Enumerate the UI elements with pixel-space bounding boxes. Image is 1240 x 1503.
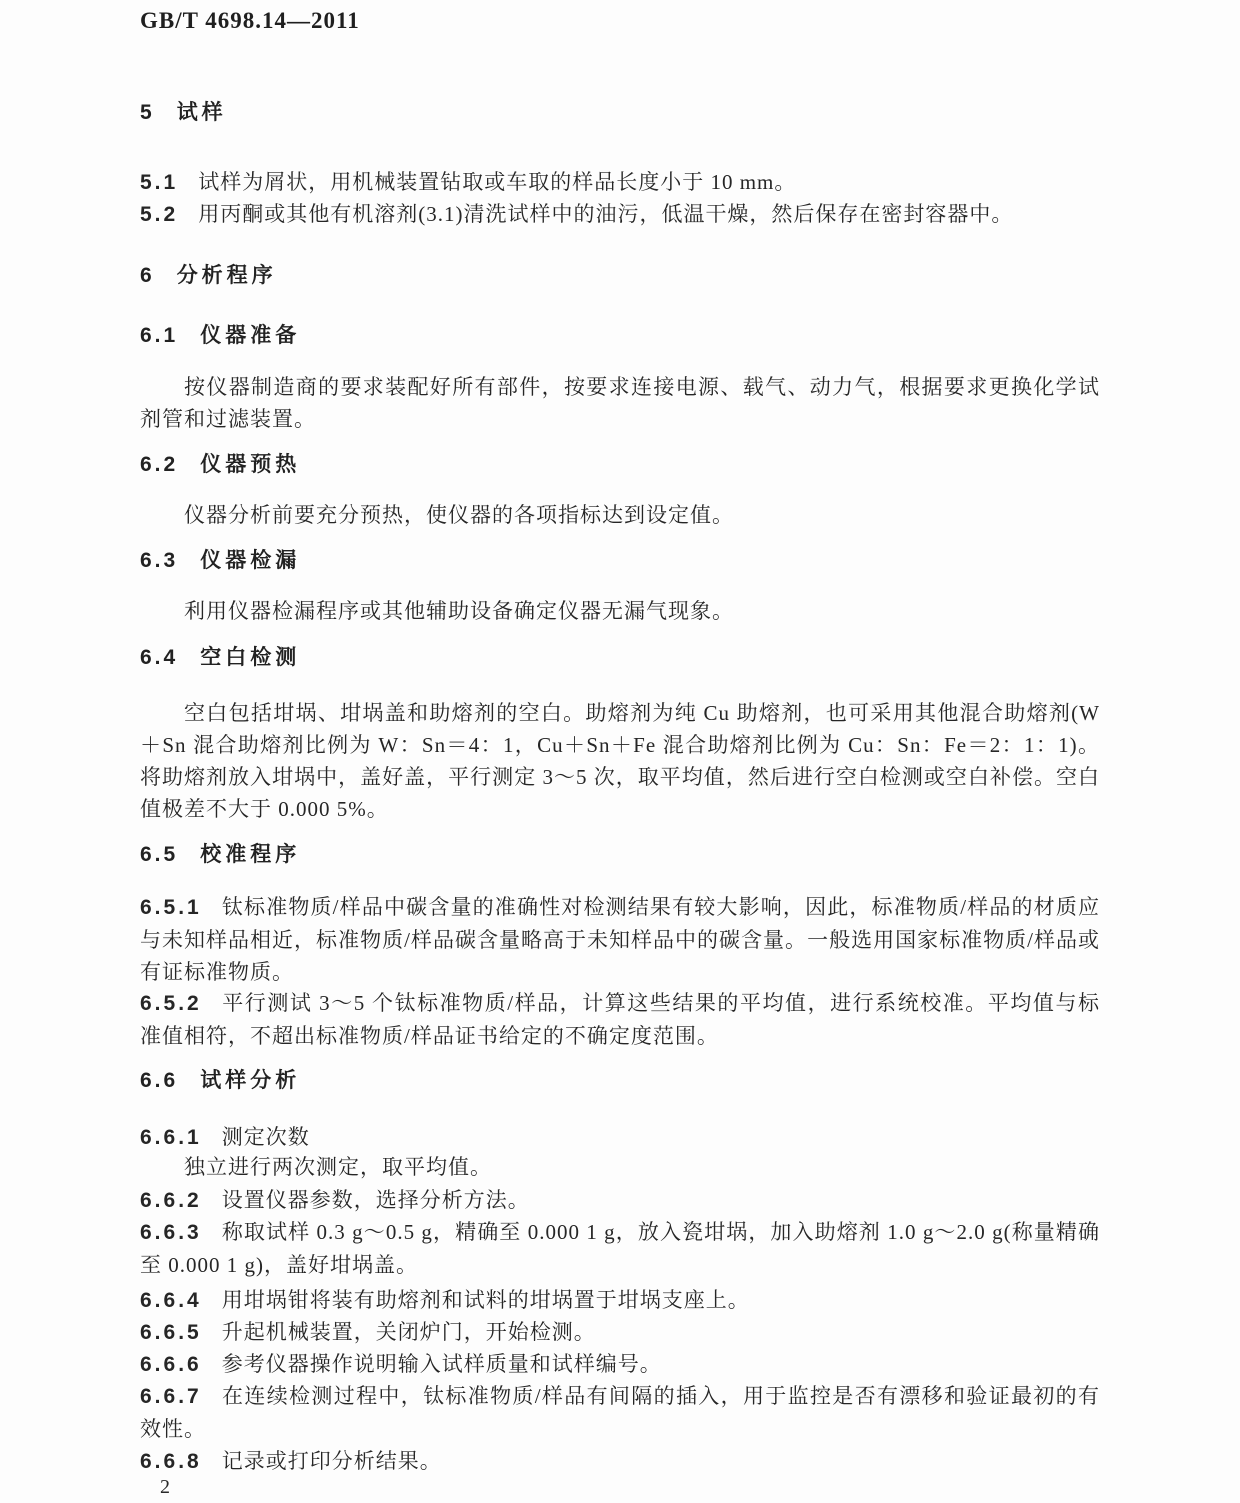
clause-6-6-3-text: 称取试样 0.3 g～0.5 g，精确至 0.000 1 g，放入瓷坩埚，加入助熔剂 1.0 g～2.0 g(称量精确至 0.000 1 g)，盖好坩埚盖。	[140, 1220, 1100, 1277]
page-number: 2	[160, 1476, 170, 1498]
section-6-4-title: 空白检测	[200, 646, 301, 669]
section-6-6-number: 6.6	[140, 1069, 179, 1092]
clause-6-6-5-number: 6.6.5	[140, 1321, 202, 1344]
clause-5-2	[140, 198, 1100, 231]
section-6-5-heading	[140, 842, 1100, 868]
section-6-heading	[140, 263, 1100, 289]
clause-6-6-8-number: 6.6.8	[140, 1450, 202, 1473]
section-6-title: 分析程序	[176, 264, 277, 287]
section-6-3-heading	[140, 548, 1100, 574]
clause-6-6-3	[140, 1216, 1100, 1281]
section-6-3-paragraph: 利用仪器检漏程序或其他辅助设备确定仪器无漏气现象。	[184, 599, 734, 623]
clause-6-6-2	[140, 1184, 1100, 1217]
clause-6-5-2	[140, 987, 1100, 1052]
clause-6-6-4-text: 用坩埚钳将装有助熔剂和试料的坩埚置于坩埚支座上。	[221, 1288, 750, 1312]
clause-6-6-6-text: 参考仪器操作说明输入试样质量和试样编号。	[221, 1352, 662, 1376]
clause-6-5-2-number: 6.5.2	[140, 992, 202, 1015]
section-6-2-title: 仪器预热	[200, 453, 301, 476]
clause-6-6-8-text: 记录或打印分析结果。	[221, 1449, 442, 1473]
section-6-2-number: 6.2	[140, 453, 179, 476]
clause-6-6-1-number: 6.6.1	[140, 1126, 202, 1149]
clause-6-5-1	[140, 891, 1100, 988]
clause-6-6-7-number: 6.6.7	[140, 1385, 202, 1408]
clause-6-6-1-text: 测定次数	[221, 1125, 310, 1149]
section-5-heading	[140, 100, 1100, 126]
section-6-4-paragraph: 空白包括坩埚、坩埚盖和助熔剂的空白。助熔剂为纯 Cu 助熔剂，也可采用其他混合助熔剂(W＋Sn 混合助熔剂比例为 W：Sn＝4：1，Cu＋Sn＋Fe 混合助熔剂比例为 Cu：Sn：Fe＝2：1：1)。将助熔剂放入坩埚中，盖好盖，平行测定 3～5 次，取平均值，然后进行空白检测或空白补偿。空白值极差不大于 0.000 5%。	[140, 701, 1100, 821]
clause-6-5-1-text: 钛标准物质/样品中碳含量的准确性对检测结果有较大影响，因此，标准物质/样品的材质应与未知样品相近，标准物质/样品碳含量略高于未知样品中的碳含量。一般选用国家标准物质/样品或有证标准物质。	[140, 895, 1100, 984]
section-6-number: 6	[140, 264, 155, 287]
section-6-3-number: 6.3	[140, 549, 179, 572]
section-6-2-paragraph: 仪器分析前要充分预热，使仪器的各项指标达到设定值。	[184, 503, 734, 527]
clause-6-6-4-number: 6.6.4	[140, 1289, 202, 1312]
clause-6-6-2-text: 设置仪器参数，选择分析方法。	[221, 1188, 530, 1212]
clause-6-6-4	[140, 1284, 1100, 1317]
section-6-4-heading	[140, 645, 1100, 671]
section-6-5-title: 校准程序	[200, 843, 301, 866]
clause-5-1-text: 试样为屑状，用机械装置钻取或车取的样品长度小于 10 mm。	[198, 170, 797, 194]
section-6-3-title: 仪器检漏	[200, 549, 301, 572]
clause-6-6-5	[140, 1316, 1100, 1349]
clause-6-6-1-paragraph: 独立进行两次测定，取平均值。	[184, 1155, 492, 1179]
clause-6-6-1	[140, 1121, 1100, 1154]
clause-6-6-3-number: 6.6.3	[140, 1221, 202, 1244]
clause-5-1	[140, 166, 1100, 199]
clause-6-5-1-number: 6.5.1	[140, 896, 202, 919]
section-6-6-title: 试样分析	[200, 1069, 301, 1092]
clause-6-6-2-number: 6.6.2	[140, 1189, 202, 1212]
section-6-1-paragraph: 按仪器制造商的要求装配好所有部件，按要求连接电源、载气、动力气，根据要求更换化学试剂管和过滤装置。	[140, 375, 1100, 431]
clause-5-2-text: 用丙酮或其他有机溶剂(3.1)清洗试样中的油污，低温干燥，然后保存在密封容器中。	[198, 202, 1014, 226]
clause-6-6-6-number: 6.6.6	[140, 1353, 202, 1376]
clause-5-2-number: 5.2	[140, 203, 179, 226]
clause-6-6-7	[140, 1380, 1100, 1445]
clause-6-6-5-text: 升起机械装置，关闭炉门，开始检测。	[221, 1320, 596, 1344]
section-6-2-heading	[140, 452, 1100, 478]
section-6-1-number: 6.1	[140, 324, 179, 347]
clause-6-6-8	[140, 1445, 1100, 1478]
clause-6-5-2-text: 平行测试 3～5 个钛标准物质/样品，计算这些结果的平均值，进行系统校准。平均值与标准值相符，不超出标准物质/样品证书给定的不确定度范围。	[140, 991, 1100, 1048]
section-6-5-number: 6.5	[140, 843, 179, 866]
section-6-4-number: 6.4	[140, 646, 179, 669]
section-6-1-title: 仪器准备	[200, 324, 301, 347]
clause-6-6-7-text: 在连续检测过程中，钛标准物质/样品有间隔的插入，用于监控是否有漂移和验证最初的有效性。	[140, 1384, 1100, 1441]
clause-6-6-6	[140, 1348, 1100, 1381]
section-5-title: 试样	[176, 101, 227, 124]
section-6-6-heading	[140, 1068, 1100, 1094]
section-6-1-heading	[140, 323, 1100, 349]
section-5-number: 5	[140, 101, 155, 124]
standard-code-header: GB/T 4698.14—2011	[140, 8, 360, 33]
clause-5-1-number: 5.1	[140, 171, 179, 194]
